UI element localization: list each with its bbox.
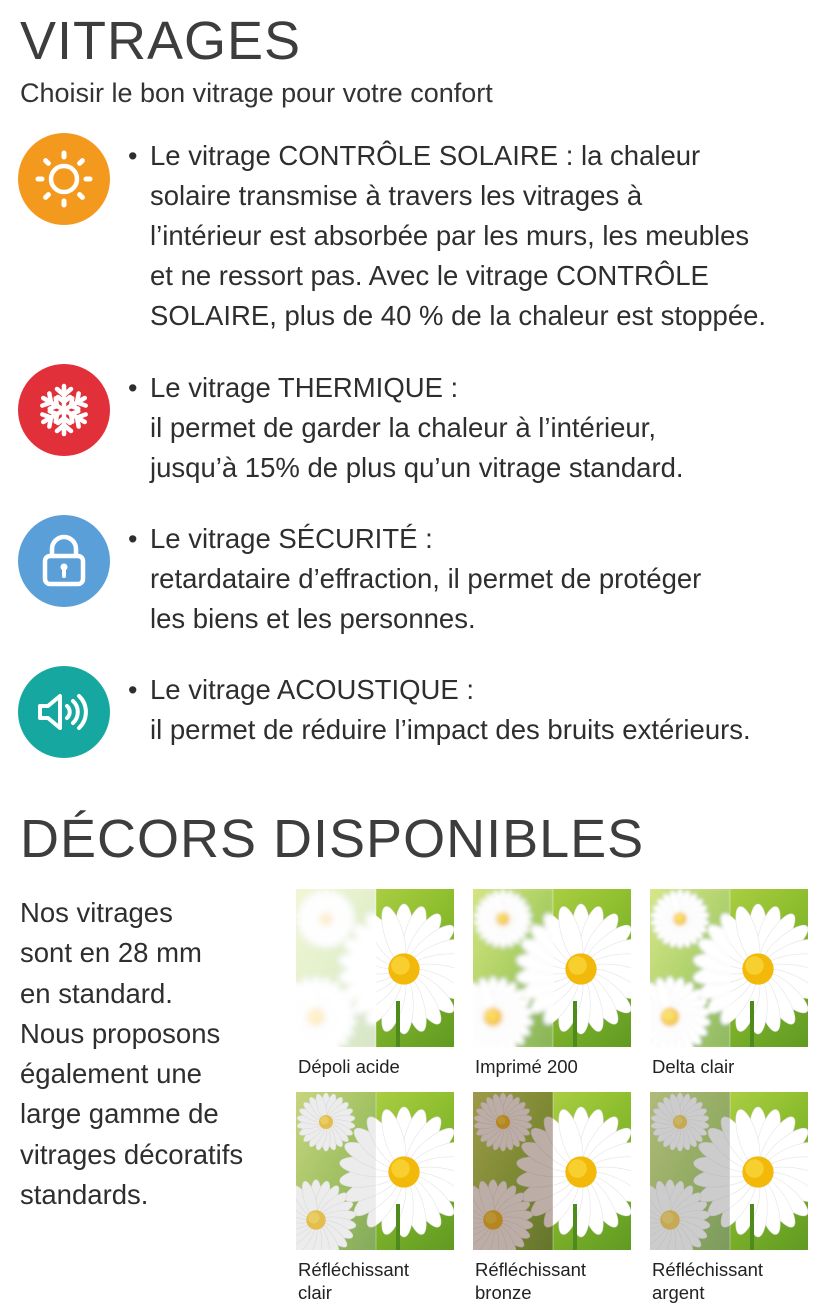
page-title: VITRAGES [20, 11, 302, 71]
intro-line: standards. [20, 1179, 149, 1211]
snowflake-icon [18, 364, 110, 456]
decor-label: Réfléchissant clair [298, 1259, 410, 1303]
page-subtitle: Choisir le bon vitrage pour votre confort [20, 78, 493, 108]
feature-thermal [0, 364, 815, 494]
intro-line: en standard. [20, 977, 173, 1009]
feature-line: l’intérieur est absorbée par les murs, les meubles [150, 220, 750, 251]
decor-swatch-image [473, 1092, 631, 1250]
intro-line: sont en 28 mm [20, 937, 202, 969]
feature-line: SOLAIRE, plus de 40 % de la chaleur est stoppée. [150, 300, 767, 331]
decor-label: Dépoli acide [298, 1056, 400, 1077]
intro-line: vitrages décoratifs [20, 1138, 244, 1170]
feature-solar-control [0, 133, 815, 343]
decor-label: Imprimé 200 [475, 1056, 578, 1077]
decor-item [296, 889, 454, 1078]
decor-item [296, 1092, 454, 1304]
feature-line: Le vitrage CONTRÔLE SOLAIRE : la chaleur [150, 140, 701, 171]
feature-line: Le vitrage ACOUSTIQUE : [150, 674, 474, 705]
feature-line: Le vitrage THERMIQUE : [150, 372, 459, 403]
feature-line: retardataire d’effraction, il permet de protéger [150, 563, 702, 594]
feature-line: il permet de garder la chaleur à l’intérieur, [150, 412, 656, 443]
intro-line: Nos vitrages [20, 897, 173, 928]
feature-acoustic [0, 666, 815, 758]
intro-line: large gamme de [20, 1098, 219, 1130]
feature-text: • Le vitrage CONTRÔLE SOLAIRE : la chaleur solaire transmise à travers les vitrages à l’intérieur est absorbée par les murs, les meubles et ne ressort pas. Avec le vitrage CONTRÔLE SOLAIRE, plus de 40 % de la chaleur est stoppée. [128, 140, 767, 331]
feature-line: les biens et les personnes. [150, 603, 476, 634]
decor-swatch-image [650, 889, 808, 1047]
decor-item [473, 1092, 631, 1304]
decor-label: Réfléchissant argent [652, 1259, 764, 1303]
feature-text: • Le vitrage THERMIQUE : il permet de garder la chaleur à l’intérieur, jusqu’à 15% de plus qu’un vitrage standard. [128, 372, 684, 483]
feature-line: jusqu’à 15% de plus qu’un vitrage standard. [150, 452, 684, 483]
decor-swatch-image [650, 1092, 808, 1250]
feature-line: solaire transmise à travers les vitrages à [150, 180, 643, 211]
decor-label: Réfléchissant bronze [475, 1259, 587, 1303]
decor-item [473, 889, 631, 1078]
feature-line: Le vitrage SÉCURITÉ : [150, 523, 433, 554]
sun-icon [18, 133, 110, 225]
section-title: DÉCORS DISPONIBLES [20, 809, 645, 869]
feature-text: • Le vitrage SÉCURITÉ : retardataire d’effraction, il permet de protéger les biens et les personnes. [128, 523, 702, 634]
feature-security [0, 515, 815, 645]
feature-line: et ne ressort pas. Avec le vitrage CONTRÔLE [150, 260, 709, 291]
decor-label: Delta clair [652, 1056, 735, 1077]
intro-line: également une [20, 1058, 202, 1090]
intro-line: Nous proposons [20, 1017, 221, 1049]
decor-item [650, 889, 808, 1078]
padlock-icon [18, 515, 110, 607]
decor-swatch-image [473, 889, 631, 1047]
decor-swatch-image [296, 889, 454, 1047]
decor-item [650, 1092, 808, 1304]
decor-swatch-image [296, 1092, 454, 1250]
speaker-sound-icon [18, 666, 110, 758]
feature-text: • Le vitrage ACOUSTIQUE : il permet de réduire l’impact des bruits extérieurs. [128, 674, 751, 745]
feature-line: il permet de réduire l’impact des bruits extérieurs. [150, 714, 751, 745]
decors-intro [20, 893, 285, 1215]
